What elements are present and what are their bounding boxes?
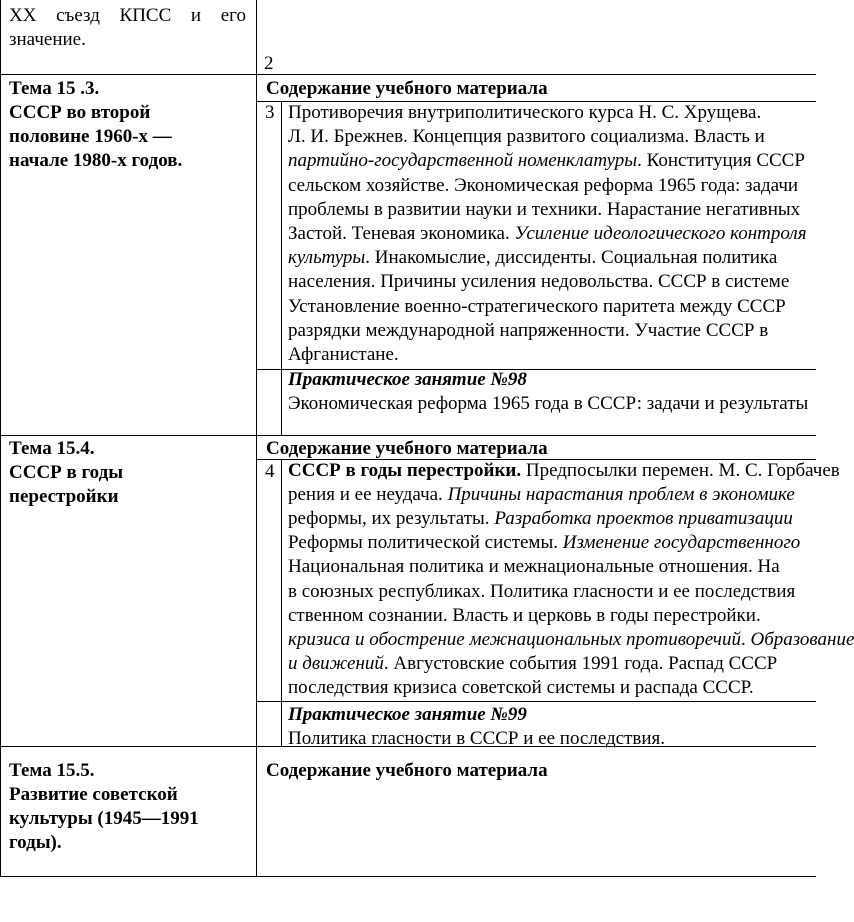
row-divider-2: [0, 435, 816, 436]
topic-title-xx-congress: ХХ съезд КПСС и его: [9, 5, 246, 26]
content-heading: Содержание учебного материала: [266, 438, 548, 459]
hours-value: 2: [264, 53, 274, 74]
text-run: кризиса и обострение межнациональных противоречий: [288, 628, 741, 650]
topic-title-line: Тема 15.5.: [9, 760, 95, 781]
topic-title-line: СССР во второй: [9, 102, 151, 123]
topic-title-line: начале 1980-х годов.: [9, 150, 183, 171]
practice-text: Экономическая реформа 1965 года в СССР: задачи и результаты: [288, 393, 809, 414]
content-line: [288, 222, 816, 246]
content-line: [288, 270, 816, 294]
topic-title-line: годы).: [9, 832, 62, 853]
content-line: [288, 198, 816, 222]
topic-title-line: половине 1960-х —: [9, 126, 172, 147]
text-run: проблемы в развитии науки и техники. Нарастание негативных: [288, 198, 801, 220]
practice-title: Практическое занятие №98: [288, 369, 527, 390]
table-border-bottom: [0, 876, 816, 877]
content-line: [288, 101, 816, 125]
text-run: реформы, их результаты.: [288, 508, 495, 530]
topic-title-line: Тема 15 .3.: [9, 78, 100, 99]
text-run: Усиление идеологического контроля: [514, 223, 807, 244]
content-heading: Содержание учебного материала: [266, 78, 548, 99]
practice-text: Политика гласности в СССР и ее последствия.: [288, 728, 666, 749]
content-line: [288, 149, 816, 173]
text-run: Л. И. Брежнев. Концепция развитого социализма. Власть и: [288, 126, 765, 148]
text-run: сельском хозяйстве. Экономическая реформа 1965 года: задачи: [288, 174, 799, 196]
text-run: СССР в годы перестройки.: [288, 460, 522, 481]
content-line: [288, 246, 816, 270]
text-run: культуры: [288, 247, 366, 269]
content-line: [288, 459, 840, 483]
content-line: [288, 125, 816, 149]
text-run: в союзных республиках. Политика гласности и ее последствия: [288, 580, 796, 602]
text-run: Противоречия внутриполитического курса Н. С. Хрущева.: [288, 102, 762, 123]
content-line: [288, 174, 816, 198]
text-run: последствия кризиса советской системы и распада СССР.: [288, 676, 754, 698]
content-line: [288, 483, 816, 507]
content-line: [288, 507, 816, 531]
text-run: Изменение государственного: [562, 532, 801, 554]
practice-title: Практическое занятие №99: [288, 704, 527, 725]
topic-title-line: перестройки: [9, 486, 119, 507]
content-line: [288, 319, 816, 343]
text-run: партийно-государственной номенклатуры: [288, 150, 638, 172]
text-run: . Августовские события 1991 года. Распад СССР: [383, 652, 778, 674]
text-run: рения и ее неудача.: [288, 484, 448, 506]
text-run: . Конституция СССР: [637, 150, 805, 172]
text-run: .: [740, 628, 751, 650]
topic-title-line: СССР в годы: [9, 462, 124, 483]
text-run: . Инакомыслие, диссиденты. Социальная политика: [365, 247, 778, 269]
text-run: Разработка проектов приватизации: [494, 508, 793, 530]
text-run: Застой. Теневая экономика.: [288, 223, 515, 244]
content-heading: Содержание учебного материала: [266, 760, 548, 781]
text-run: Предпосылки перемен. М. С. Горбачев: [521, 460, 840, 481]
content-line: [288, 604, 816, 628]
text-run: и движений: [288, 652, 384, 674]
text-run: разрядки международной напряженности. Участие СССР в: [288, 319, 769, 341]
content-line: [288, 580, 816, 604]
column-divider-number-154: [281, 459, 282, 746]
content-line: [288, 676, 816, 700]
text-run: Реформы политической системы.: [288, 532, 563, 554]
content-line: [288, 531, 816, 555]
column-divider-number-153: [281, 101, 282, 435]
content-line: [288, 555, 816, 579]
text-run: населения. Причины усиления недовольства. СССР в системе: [288, 271, 790, 293]
text-run: Афганистане.: [288, 344, 399, 365]
content-line: [288, 628, 854, 652]
content-line: [288, 343, 816, 367]
topic-title-line: Тема 15.4.: [9, 438, 95, 459]
text-run: Национальная политика и межнациональные отношения. На: [288, 556, 780, 578]
text-run: Установление военно-стратегического паритета между СССР: [288, 295, 786, 317]
text-run: ственном сознании. Власть и церковь в годы перестройки.: [288, 604, 761, 626]
text-run: Образование: [750, 628, 854, 650]
row-divider-154-practice: [256, 701, 816, 702]
content-line: [288, 652, 816, 676]
topic-title-line: культуры (1945—1991: [9, 808, 199, 829]
content-line: [288, 295, 816, 319]
lesson-number: 4: [265, 461, 275, 482]
row-divider-1: [0, 74, 816, 75]
topic-title-xx-congress-cont: значение.: [9, 29, 86, 50]
lesson-number: 3: [265, 102, 275, 123]
text-run: Причины нарастания проблем в экономике: [447, 484, 795, 506]
topic-title-line: Развитие советской: [9, 784, 178, 805]
